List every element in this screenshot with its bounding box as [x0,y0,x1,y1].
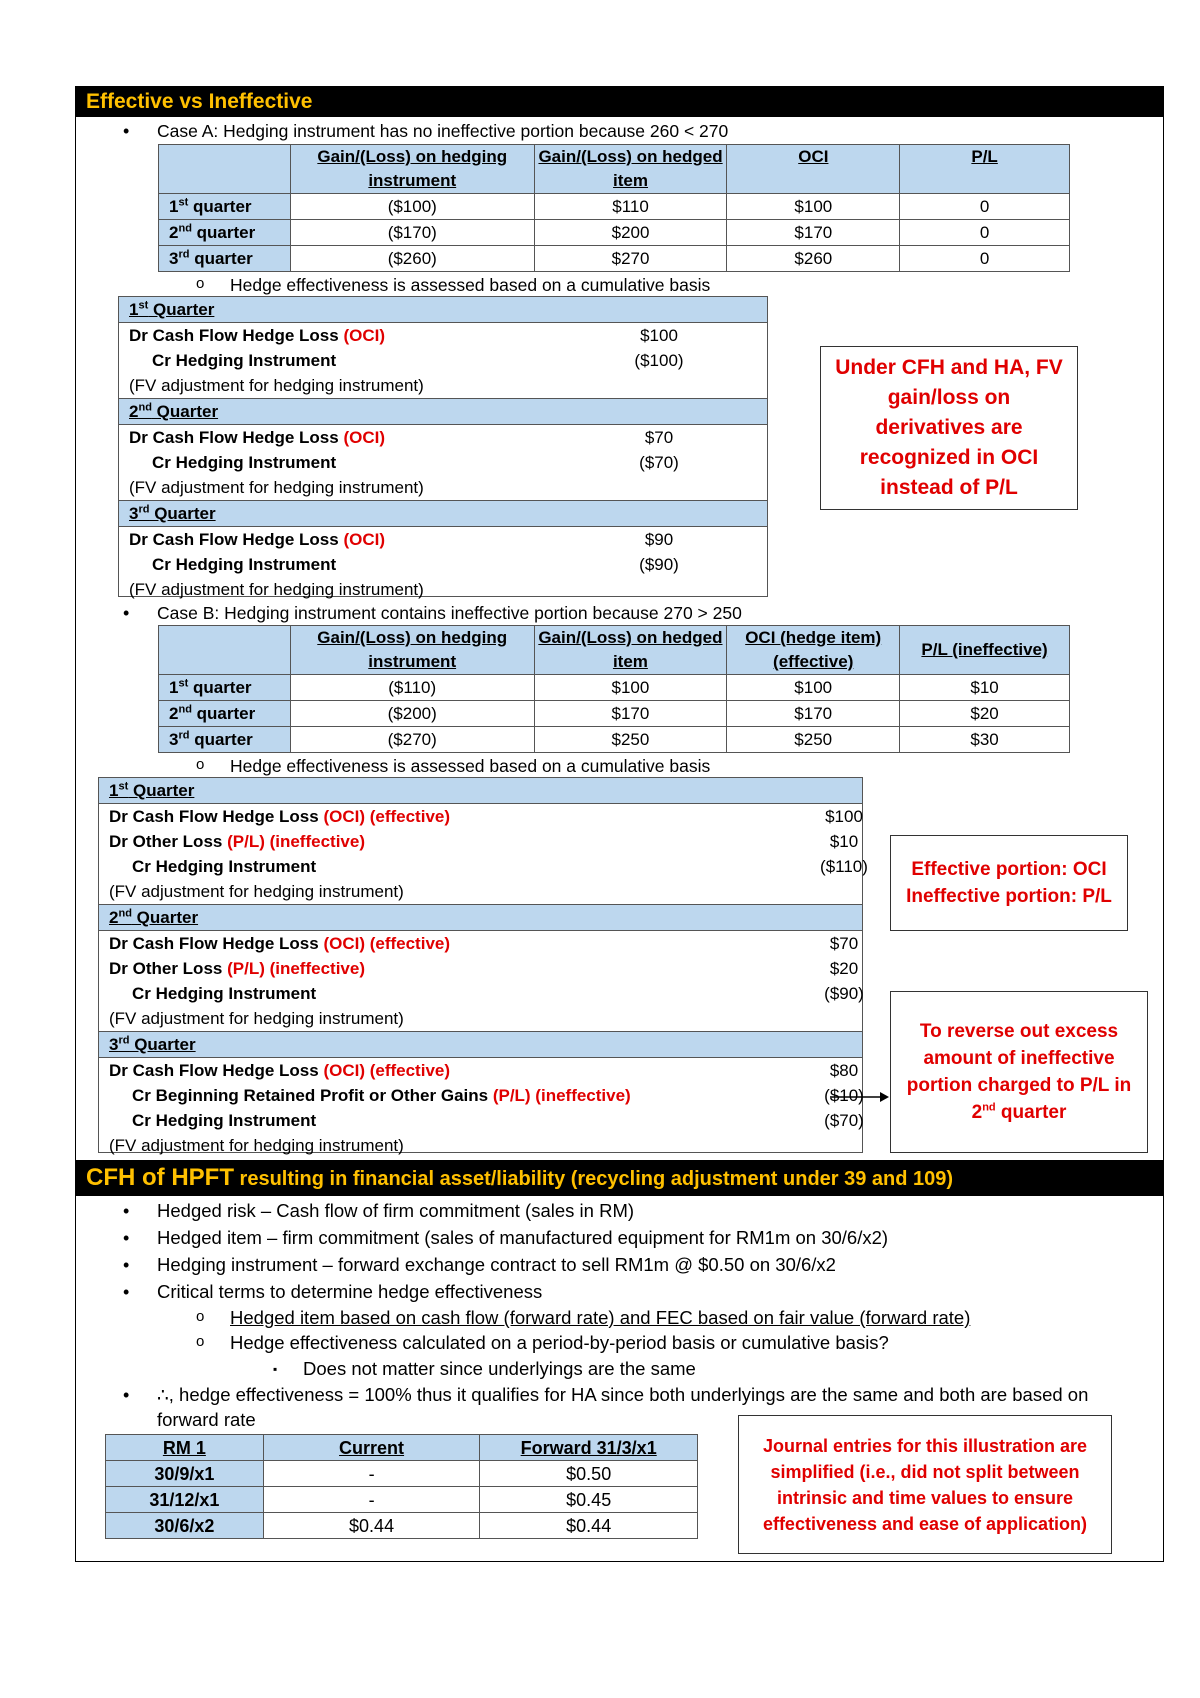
table-row [159,701,1070,727]
row-label: 2nd quarter [159,220,291,246]
table-cell: $100 [727,675,900,701]
table-cell: $170 [727,220,900,246]
q2-dr-other-loss-line: Dr Other Loss (P/L) (ineffective) $20 [99,956,862,981]
table-cell: ($200) [290,701,534,727]
header-rm1: RM 1 [106,1435,264,1461]
section-header-cfh [76,1160,1163,1196]
header-pl-ineffective: P/L (ineffective) [900,626,1070,675]
date-cell: 31/12/x1 [106,1487,264,1513]
header-pl: P/L [900,145,1070,194]
header-hedged-item: Gain/(Loss) on hedged item [534,145,727,194]
amount: ($90) [639,555,679,574]
row-label: 3rd quarter [159,727,291,753]
table-cell: ($170) [290,220,534,246]
quarter-heading: 2nd Quarter [119,398,767,425]
header-current: Current [263,1435,480,1461]
rate-cell: $0.50 [480,1461,698,1487]
case-b-note: o Hedge effectiveness is assessed based on a cumulative basis [230,753,710,779]
row-label: 2nd quarter [159,701,291,727]
q1-dr-oci-line: Dr Cash Flow Hedge Loss (OCI) (effective) $100 [99,804,862,829]
table-row [159,220,1070,246]
table-cell: ($110) [290,675,534,701]
table-cell: 0 [900,220,1070,246]
header-hedging-instrument: Gain/(Loss) on hedging instrument [290,145,534,194]
cr-line: Cr Hedging Instrument ($70) [119,450,767,475]
table-cell: $170 [727,701,900,727]
table-cell: $260 [727,246,900,272]
rate-cell: - [263,1461,480,1487]
amount: $100 [825,807,863,826]
q3-narration: (FV adjustment for hedging instrument) [109,1136,404,1155]
bullet-conclusion: • ∴, hedge effectiveness = 100% thus it qualifies for HA since both underlyings are the same and both are based on [157,1382,1088,1408]
table-cell: $200 [534,220,727,246]
amount: ($70) [639,453,679,472]
q3-heading: 3rd Quarter [99,1031,862,1058]
cr-line: Cr Hedging Instrument ($90) [119,552,767,577]
table-cell: $100 [534,675,727,701]
dr-line: Dr Cash Flow Hedge Loss (OCI) $70 [119,425,767,450]
amount: $100 [640,326,678,345]
amount: ($100) [634,351,684,370]
table-row [159,675,1070,701]
blank-header [159,626,291,675]
header-forward: Forward 31/3/x1 [480,1435,698,1461]
amount: $70 [644,428,674,447]
table-cell: $270 [534,246,727,272]
table-row [106,1461,698,1487]
sub-hedged-item-basis: o Hedged item based on cash flow (forward rate) and FEC based on fair value (forward rate) [230,1305,970,1331]
q1-dr-other-loss-line: Dr Other Loss (P/L) (ineffective) $10 [99,829,862,854]
arrow-right-icon [830,1090,890,1104]
case-a-table [158,144,1070,272]
table-cell: $30 [900,727,1070,753]
table-cell: $10 [900,675,1070,701]
table-cell: $20 [900,701,1070,727]
table-cell: $250 [534,727,727,753]
rate-cell: $0.44 [263,1513,480,1539]
amount: ($10) [824,1086,864,1105]
sub-effectiveness-basis: o Hedge effectiveness calculated on a period-by-period basis or cumulative basis? [230,1330,889,1356]
q3-cr-retained-profit-line: Cr Beginning Retained Profit or Other Gains (P/L) (ineffective) ($10) [99,1083,862,1108]
row-label: 3rd quarter [159,246,291,272]
narration: (FV adjustment for hedging instrument) [129,580,424,599]
table-cell: ($260) [290,246,534,272]
case-b-table [158,625,1070,753]
table-row [159,246,1070,272]
table-cell: $100 [727,194,900,220]
case-b-bullet: • Case B: Hedging instrument contains ineffective portion because 270 > 250 [157,600,742,626]
bullet-hedging-instrument: • Hedging instrument – forward exchange contract to sell RM1m @ $0.50 on 30/6/x2 [157,1252,836,1278]
blank-header [159,145,291,194]
narration: (FV adjustment for hedging instrument) [129,376,424,395]
q3-dr-oci-line: Dr Cash Flow Hedge Loss (OCI) (effective) $80 [99,1058,862,1083]
table-row [159,194,1070,220]
date-cell: 30/6/x2 [106,1513,264,1539]
section-header-effective [76,87,1163,117]
q1-cr-line: Cr Hedging Instrument ($110) [99,854,862,879]
header-oci-effective: OCI (hedge item) (effective) [727,626,900,675]
case-a-note: o Hedge effectiveness is assessed based on a cumulative basis [230,272,710,298]
rate-cell: $0.45 [480,1487,698,1513]
callout-cfh-oci: Under CFH and HA, FV gain/loss on derivatives are recognized in OCI instead of P/L [820,346,1078,510]
row-label: 1st quarter [159,194,291,220]
table-cell: $250 [727,727,900,753]
header-hedged-item: Gain/(Loss) on hedged item [534,626,727,675]
case-a-journal [118,296,768,597]
q1-heading: 1st Quarter [99,778,862,804]
amount: $10 [829,832,859,851]
rate-cell: $0.44 [480,1513,698,1539]
date-cell: 30/9/x1 [106,1461,264,1487]
rate-cell: - [263,1487,480,1513]
table-cell: $170 [534,701,727,727]
bullet-hedged-risk: • Hedged risk – Cash flow of firm commitment (sales in RM) [157,1198,634,1224]
q1-narration: (FV adjustment for hedging instrument) [109,882,404,901]
subsub-does-not-matter: ▪ Does not matter since underlyings are the same [303,1356,696,1382]
section-title-main: CFH of HPFT [86,1164,234,1191]
amount: $20 [829,959,859,978]
table-cell: $110 [534,194,727,220]
section-title: Effective vs Ineffective [86,90,313,113]
amount: ($110) [820,857,868,876]
q3-cr-line: Cr Hedging Instrument ($70) [99,1108,862,1133]
header-oci: OCI [727,145,900,194]
quarter-heading: 1st Quarter [119,297,767,323]
q2-dr-oci-line: Dr Cash Flow Hedge Loss (OCI) (effective) $70 [99,931,862,956]
amount: ($70) [824,1111,864,1130]
bullet-hedged-item: • Hedged item – firm commitment (sales of manufactured equipment for RM1m on 30/6/x2) [157,1225,888,1251]
amount: $70 [829,934,859,953]
q2-narration: (FV adjustment for hedging instrument) [109,1009,404,1028]
dr-line: Dr Cash Flow Hedge Loss (OCI) $100 [119,323,767,348]
callout-effective-ineffective: Effective portion: OCI Ineffective portion: P/L [890,835,1128,931]
bullet-critical-terms: • Critical terms to determine hedge effectiveness [157,1279,542,1305]
bullet-conclusion-cont: forward rate [157,1409,256,1430]
amount: $80 [829,1061,859,1080]
quarter-heading: 3rd Quarter [119,500,767,527]
table-cell: ($100) [290,194,534,220]
amount: ($90) [824,984,864,1003]
table-row [106,1513,698,1539]
narration: (FV adjustment for hedging instrument) [129,478,424,497]
header-hedging-instrument: Gain/(Loss) on hedging instrument [290,626,534,675]
row-label: 1st quarter [159,675,291,701]
table-row [159,727,1070,753]
q2-cr-line: Cr Hedging Instrument ($90) [99,981,862,1006]
section-title-rest: resulting in financial asset/liability (recycling adjustment under 39 and 109) [233,1168,954,1190]
cr-line: Cr Hedging Instrument ($100) [119,348,767,373]
callout-simplified-entries: Journal entries for this illustration are simplified (i.e., did not split between intrinsic and time values to ensure effectiveness and ease of application) [738,1415,1112,1554]
table-cell: 0 [900,194,1070,220]
rate-table [105,1434,698,1539]
table-row [106,1487,698,1513]
table-cell: ($270) [290,727,534,753]
q2-heading: 2nd Quarter [99,904,862,931]
case-a-bullet: • Case A: Hedging instrument has no ineffective portion because 260 < 270 [157,118,728,144]
dr-line: Dr Cash Flow Hedge Loss (OCI) $90 [119,527,767,552]
case-b-journal [98,777,868,1155]
table-cell: 0 [900,246,1070,272]
callout-reverse-excess: To reverse out excess amount of ineffective portion charged to P/L in 2nd quarter [890,991,1148,1153]
amount: $90 [644,530,674,549]
